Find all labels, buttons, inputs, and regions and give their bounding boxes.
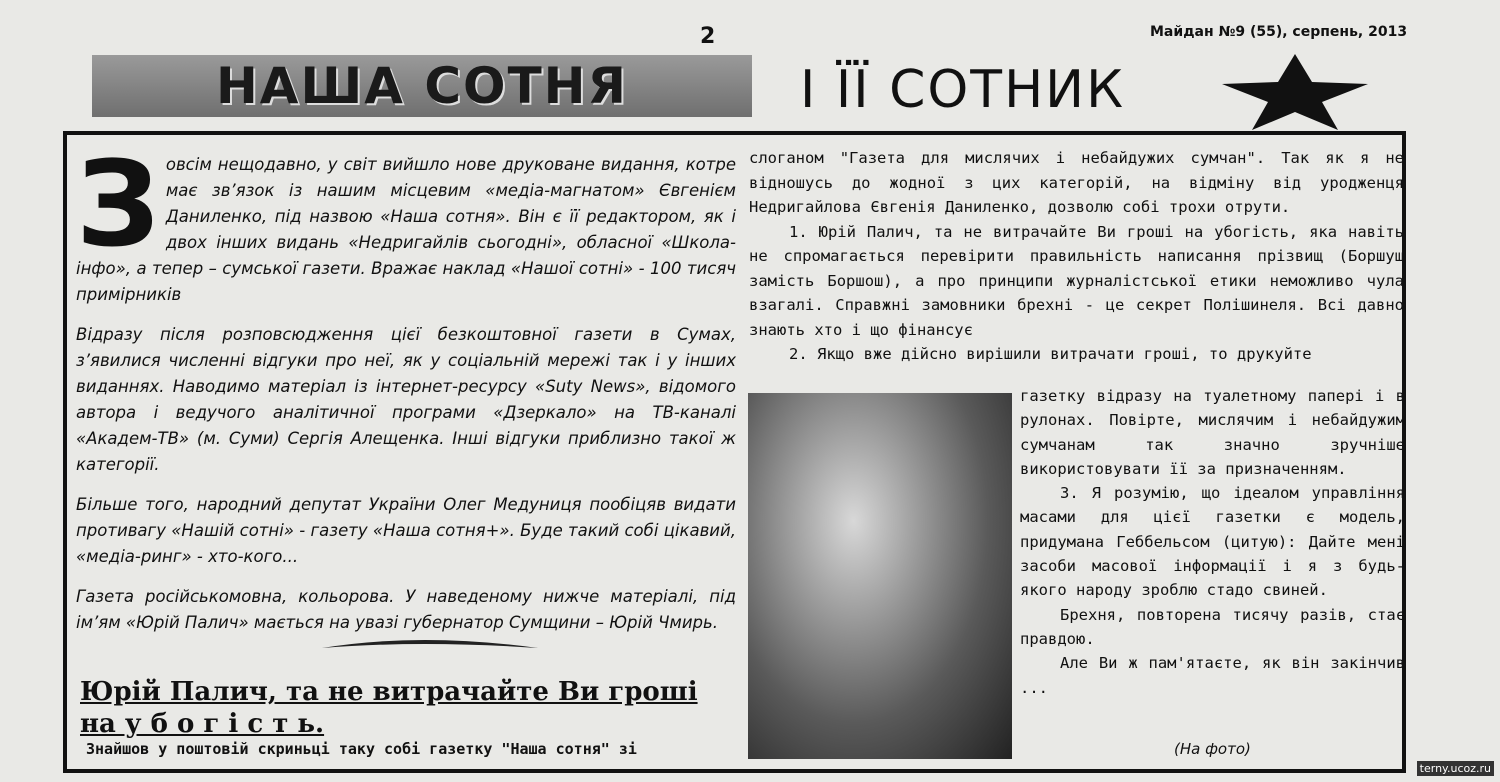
left-column — [76, 135, 736, 650]
right-paragraph-3: 2. Якщо вже дійсно вирішили витрачати гроші, то друкуйте — [789, 345, 1312, 363]
masthead-subtitle: І ЇЇ СОТНИК — [800, 60, 1125, 120]
article-headline: Юрій Палич, та не витрачайте Ви гроші на у б о г і с т ь. — [80, 677, 698, 739]
wrap-paragraph-4: Але Ви ж пам'ятаєте, як він закінчив ... — [1020, 654, 1405, 697]
intro-paragraph — [76, 135, 736, 308]
paragraph-4: Газета російськомовна, кольорова. У наведеному нижче матеріалі, під ім’ям «Юрій Палич» мається на увазі губернатор Сумщини – Юрій Чмирь. — [76, 587, 736, 632]
wrap-paragraph-1: газетку відразу на туалетному папері і в рулонах. Повірте, мислячим і небайдужим сумчанам так значно зручніше використовувати її за призначенням. — [1020, 387, 1405, 478]
issue-info: Майдан №9 (55), серпень, 2013 — [1150, 24, 1408, 40]
masthead-banner — [92, 55, 752, 117]
right-column — [749, 146, 1404, 367]
wrap-paragraph-2: 3. Я розумію, що ідеалом управління масами для цієї газетки є модель, придумана Геббельсом (цитую): Дайте мені засоби масової інформації і я з будь-якого народу зроблю стадо свиней. — [1020, 484, 1405, 600]
paragraph-2: Відразу після розповсюдження цієї безкоштовної газети в Сумах, з’явилися численні відгуки про неї, як у соціальній мережі так і у інших виданнях. Наводимо матеріал із інтернет-ресурсу «Suty News», відомого автора і ведучого аналітичної програми «Дзеркало» на ТВ-каналі «Академ-ТВ» (м. Суми) Сергія Алещенка. Інші відгуки приблизно такої ж категорії. — [76, 325, 736, 474]
wrapped-text — [1020, 384, 1405, 700]
wrap-paragraph-3: Брехня, повторена тисячу разів, стає правдою. — [1020, 605, 1405, 648]
arrow-icon — [320, 630, 540, 660]
watermark: terny.ucoz.ru — [1417, 761, 1494, 776]
page-number: 2 — [700, 24, 716, 49]
goebbels-photo — [748, 393, 1012, 759]
intro-text: овсім нещодавно, у світ вийшло нове друковане видання, котре має зв’язок із нашим місцевим «медіа-магнатом» Євгенієм Даниленко, під назвою «Наша сотня». Він є її редактором, як і двох інших видань «Недригайлів сьогодні», обласної «Школа-інфо», а тепер – сумської газети. Вражає наклад «Нашої сотні» - 100 тисяч примірників — [76, 155, 736, 304]
right-paragraph-2: 1. Юрій Палич, та не витрачайте Ви гроші на убогість, яка навіть не спромагається перевірити правильність написання прізвищ (Боршуш замість Боршош), а про принципи журналістської етики неможливо чула взагалі. Справжні замовники брехні - це секрет Полішинеля. Всі давно знають хто і що фінансує — [749, 222, 1404, 339]
drop-cap: З — [76, 135, 160, 273]
article-lead: Знайшов у поштовій скриньці таку собі газетку "Наша сотня" зі — [86, 740, 637, 758]
star-icon — [1220, 52, 1370, 132]
masthead-title: НАША СОТНЯ — [215, 57, 629, 115]
photo-caption: (На фото) — [1174, 740, 1251, 758]
paragraph-3: Більше того, народний депутат України Олег Медуниця пообіцяв видати противагу «Нашій сотні» - газету «Наша сотня+». Буде такий собі цікавий, «медіа-ринг» - хто-кого... — [76, 495, 736, 566]
right-paragraph-1: слоганом "Газета для мислячих і небайдужих сумчан". Так як я не відношусь до жодної з цих категорій, на відміну від уродженця Недригайлова Євгенія Даниленко, дозволю собі трохи отрути. — [749, 149, 1404, 216]
